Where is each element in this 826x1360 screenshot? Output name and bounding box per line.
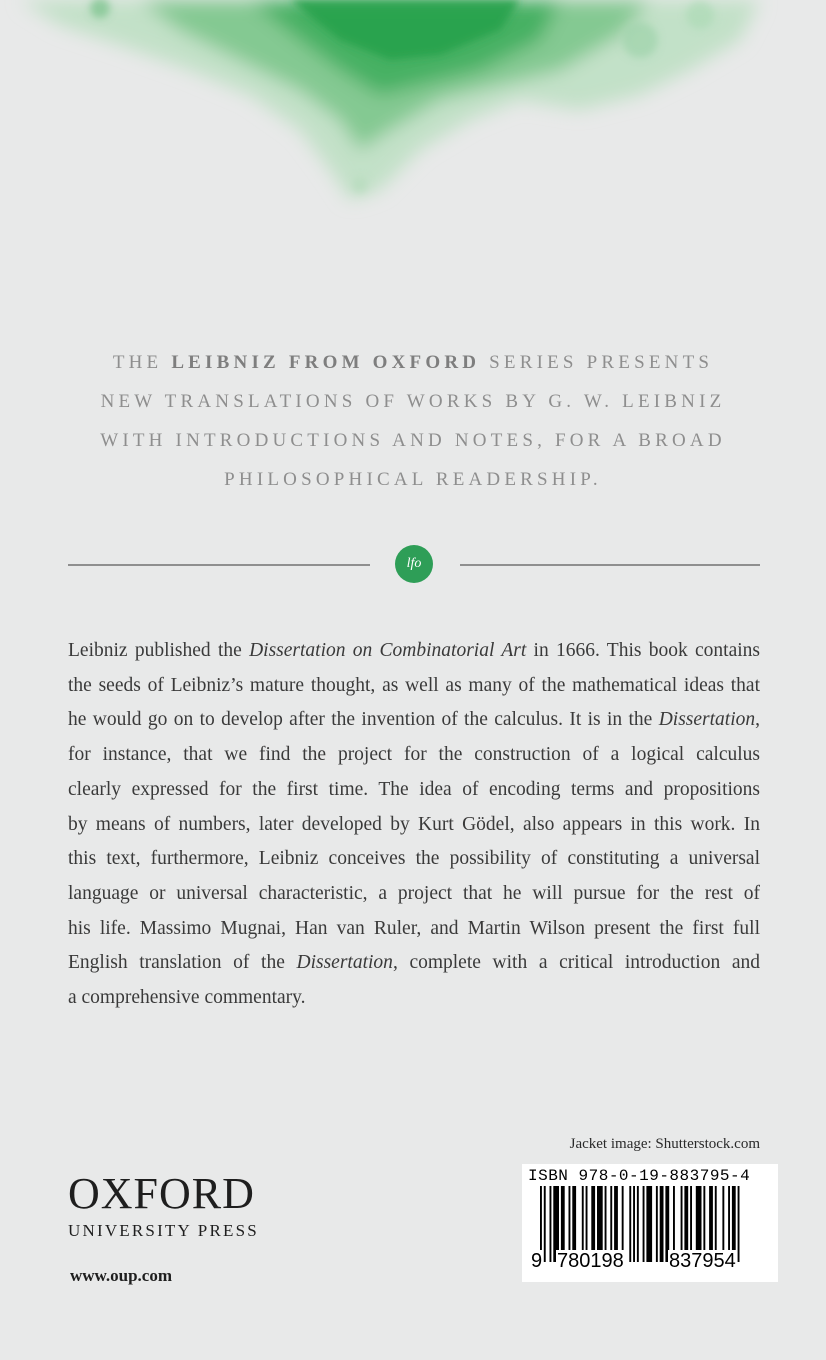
description-line: English translation of the Dissertation, complete with a critical introduction and <box>68 952 760 974</box>
description-line: his life. Massimo Mugnai, Han van Ruler, and Martin Wilson present the first full <box>68 917 760 939</box>
divider-left <box>68 564 370 566</box>
publisher-name: OXFORD <box>68 1169 255 1218</box>
description-line: clearly expressed for the first time. The idea of encoding terms and propositions <box>68 778 760 800</box>
series-blurb-line-2: NEW TRANSLATIONS OF WORKS BY G. W. LEIBNIZ <box>100 391 726 412</box>
series-logo-icon: lfo <box>395 545 433 583</box>
description-line: he would go on to develop after the invention of the calculus. It is in the Dissertation, <box>68 709 760 731</box>
barcode-digit-first: 9 <box>531 1250 543 1272</box>
description-line: Leibniz published the Dissertation on Combinatorial Art in 1666. This book contains <box>68 640 760 661</box>
description-line: for instance, that we find the project for the construction of a logical calculus <box>68 744 760 766</box>
description-line: the seeds of Leibniz’s mature thought, as well as many of the mathematical ideas that <box>68 674 760 696</box>
description-line: language or universal characteristic, a project that he will pursue for the rest of <box>68 882 760 904</box>
publisher-logo <box>68 1170 288 1242</box>
series-blurb-line-3: WITH INTRODUCTIONS AND NOTES, FOR A BROAD <box>100 430 726 451</box>
description-line: by means of numbers, later developed by Kurt Gödel, also appears in this work. In <box>68 813 760 835</box>
isbn-barcode <box>522 1164 778 1282</box>
publisher-website: www.oup.com <box>70 1266 173 1285</box>
watercolor-splash-image <box>0 0 826 230</box>
series-name: LEIBNIZ FROM OXFORD <box>171 352 481 373</box>
series-description <box>0 343 826 499</box>
book-description <box>68 634 760 1016</box>
barcode-digits-right: 837954 <box>669 1250 736 1272</box>
divider-right <box>460 564 760 566</box>
jacket-image-credit: Jacket image: Shutterstock.com <box>569 1136 760 1152</box>
isbn-label: ISBN 978-0-19-883795-4 <box>528 1167 751 1185</box>
description-line: this text, furthermore, Leibniz conceives the possibility of constituting a universal <box>68 848 760 870</box>
series-blurb-line-4: PHILOSOPHICAL READERSHIP. <box>224 469 602 490</box>
publisher-subtitle: UNIVERSITY PRESS <box>68 1221 259 1240</box>
series-blurb-line-1: THE LEIBNIZ FROM OXFORD SERIES PRESENTS <box>112 352 714 373</box>
description-line: a comprehensive commentary. <box>68 987 306 1009</box>
barcode-digits-left: 780198 <box>557 1250 624 1272</box>
book-title: Dissertation on Combinatorial Art <box>249 640 527 661</box>
